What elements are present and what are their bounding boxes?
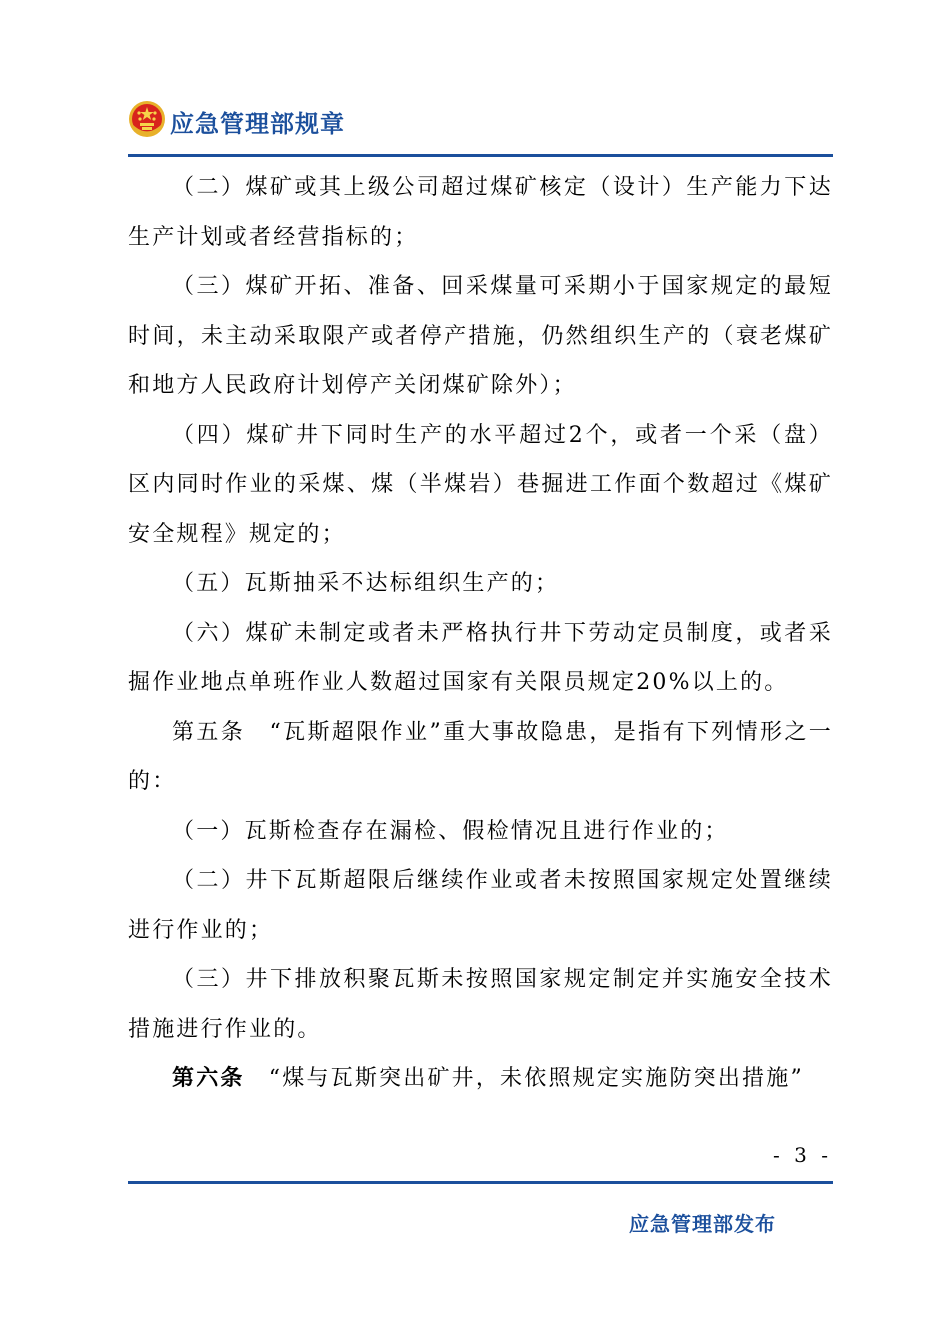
paragraph-text: “煤与瓦斯突出矿井，未依照规定实施防突出措施” <box>244 1066 804 1091</box>
national-emblem-icon <box>128 100 166 138</box>
paragraph-text: 第五条 “瓦斯超限作业”重大事故隐患，是指有下列情形之一的： <box>128 719 833 794</box>
article-5 <box>128 708 833 807</box>
header-title: 应急管理部规章 <box>170 110 345 138</box>
document-body <box>128 163 833 1104</box>
paragraph-item-2 <box>128 163 833 262</box>
paragraph-text: （二）井下瓦斯超限后继续作业或者未按照国家规定处置继续进行作业的； <box>128 868 833 943</box>
footer-publisher: 应急管理部发布 <box>629 1212 776 1236</box>
article-number: 第六条 <box>172 1066 245 1091</box>
paragraph-text: （六）煤矿未制定或者未严格执行井下劳动定员制度，或者采掘作业地点单班作业人数超过国家有关限员规定20%以上的。 <box>128 620 833 695</box>
footer-divider <box>128 1181 833 1184</box>
article-5-item-2 <box>128 856 833 955</box>
article-5-item-1 <box>128 807 833 857</box>
paragraph-text: （五）瓦斯抽采不达标组织生产的； <box>172 571 560 596</box>
header-divider <box>128 154 833 157</box>
paragraph-text: （三）井下排放积聚瓦斯未按照国家规定制定并实施安全技术措施进行作业的。 <box>128 967 833 1042</box>
article-5-item-3 <box>128 955 833 1054</box>
paragraph-item-4 <box>128 411 833 560</box>
paragraph-item-3 <box>128 262 833 411</box>
paragraph-item-6 <box>128 609 833 708</box>
paragraph-text: （三）煤矿开拓、准备、回采煤量可采期小于国家规定的最短时间，未主动采取限产或者停产措施，仍然组织生产的（衰老煤矿和地方人民政府计划停产关闭煤矿除外）； <box>128 274 833 398</box>
paragraph-text: （二）煤矿或其上级公司超过煤矿核定（设计）生产能力下达生产计划或者经营指标的； <box>128 175 833 250</box>
paragraph-text: （一）瓦斯检查存在漏检、假检情况且进行作业的； <box>172 818 729 844</box>
paragraph-item-5 <box>128 559 833 609</box>
article-6 <box>128 1054 833 1104</box>
paragraph-text: （四）煤矿井下同时生产的水平超过2个，或者一个采（盘）区内同时作业的采煤、煤（半煤岩）巷掘进工作面个数超过《煤矿安全规程》规定的； <box>128 422 833 547</box>
page-header <box>128 98 833 148</box>
page-number: - 3 - <box>773 1143 832 1167</box>
